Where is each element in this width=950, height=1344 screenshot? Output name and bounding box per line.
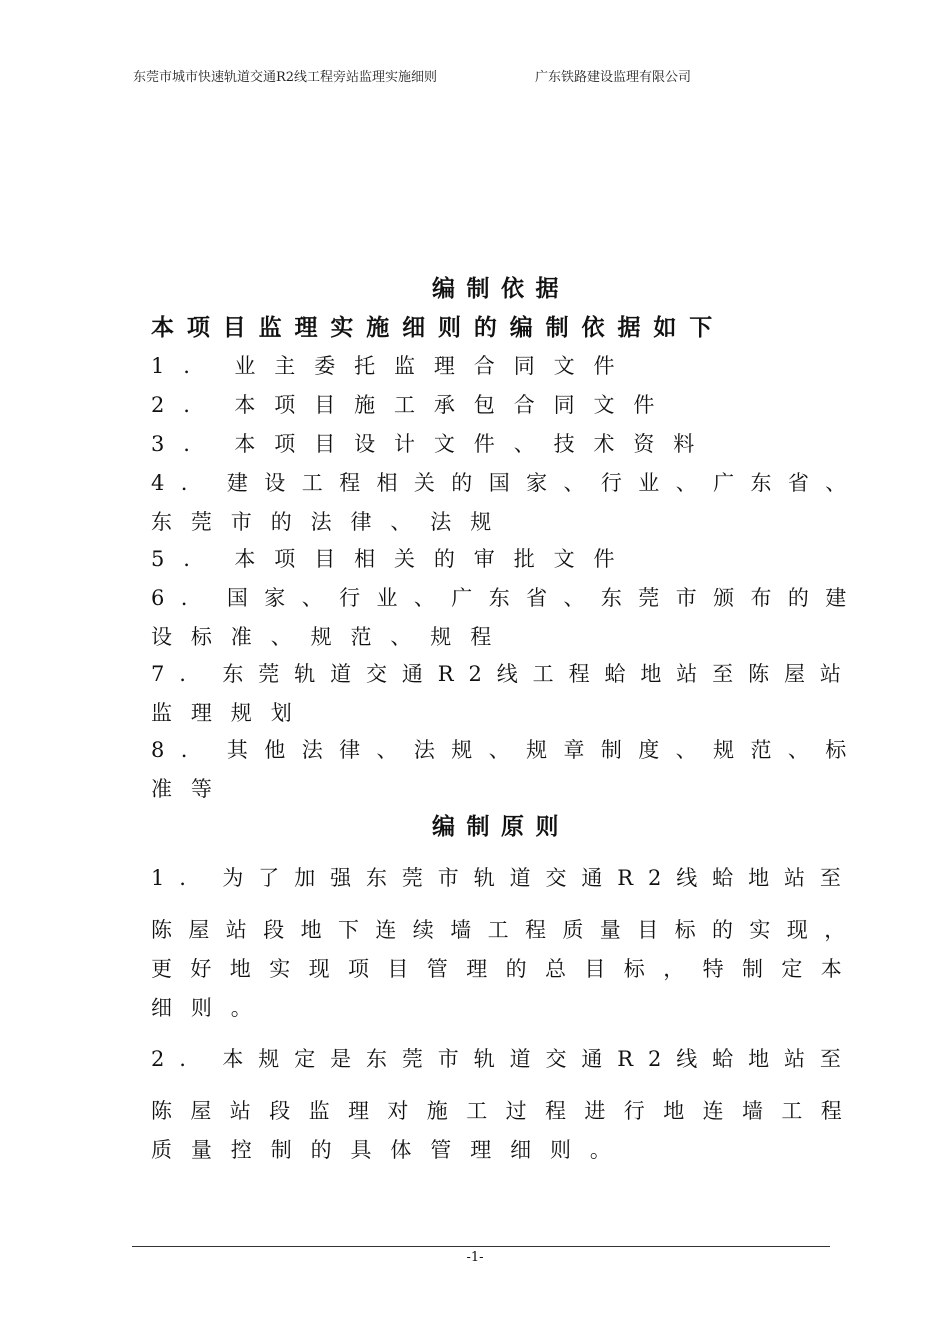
basis-line-7: 7. 东莞轨道交通R2线工程蛤地站至陈屋站	[151, 662, 856, 686]
basis-line-8: 8. 其他法律、法规、规章制度、规范、标	[151, 738, 863, 762]
basis-line-3: 3. 本项目设计文件、技术资料	[151, 432, 714, 456]
basis-line-7-cont: 监理规划	[151, 701, 311, 725]
principles-heading: 编制原则	[432, 813, 570, 840]
principles-line-3: 更好地实现项目管理的总目标，特制定本	[151, 957, 861, 981]
footer-divider	[132, 1246, 830, 1247]
principles-line-1: 1. 为了加强东莞市轨道交通R2线蛤地站至	[151, 866, 856, 890]
principles-line-6: 陈屋站段监理对施工过程进行地连墙工程	[151, 1099, 861, 1123]
principles-line-5: 2. 本规定是东莞市轨道交通R2线蛤地站至	[151, 1047, 856, 1071]
basis-line-2: 2. 本项目施工承包合同文件	[151, 393, 674, 417]
basis-line-1: 1. 业主委托监理合同文件	[151, 354, 634, 378]
basis-line-5: 5. 本项目相关的审批文件	[151, 547, 634, 571]
header-right: 广东铁路建设监理有限公司	[535, 70, 692, 85]
page-number: -1-	[466, 1250, 484, 1265]
basis-line-4: 4. 建设工程相关的国家、行业、广东省、	[151, 471, 863, 495]
basis-line-8-cont: 准等	[151, 777, 231, 801]
principles-line-2: 陈屋站段地下连续墙工程质量目标的实现，	[151, 918, 862, 942]
principles-line-7: 质量控制的具体管理细则。	[151, 1138, 630, 1162]
basis-line-4-cont: 东莞市的法律、法规	[151, 510, 511, 534]
principles-line-4: 细则。	[151, 996, 271, 1020]
basis-intro: 本项目监理实施细则的编制依据如下	[151, 314, 726, 341]
basis-line-6-cont: 设标准、规范、规程	[151, 625, 511, 649]
header-left: 东莞市城市快速轨道交通R2线工程旁站监理实施细则	[133, 70, 438, 85]
basis-line-6: 6. 国家、行业、广东省、东莞市颁布的建	[151, 586, 863, 610]
basis-heading: 编制依据	[432, 275, 570, 302]
